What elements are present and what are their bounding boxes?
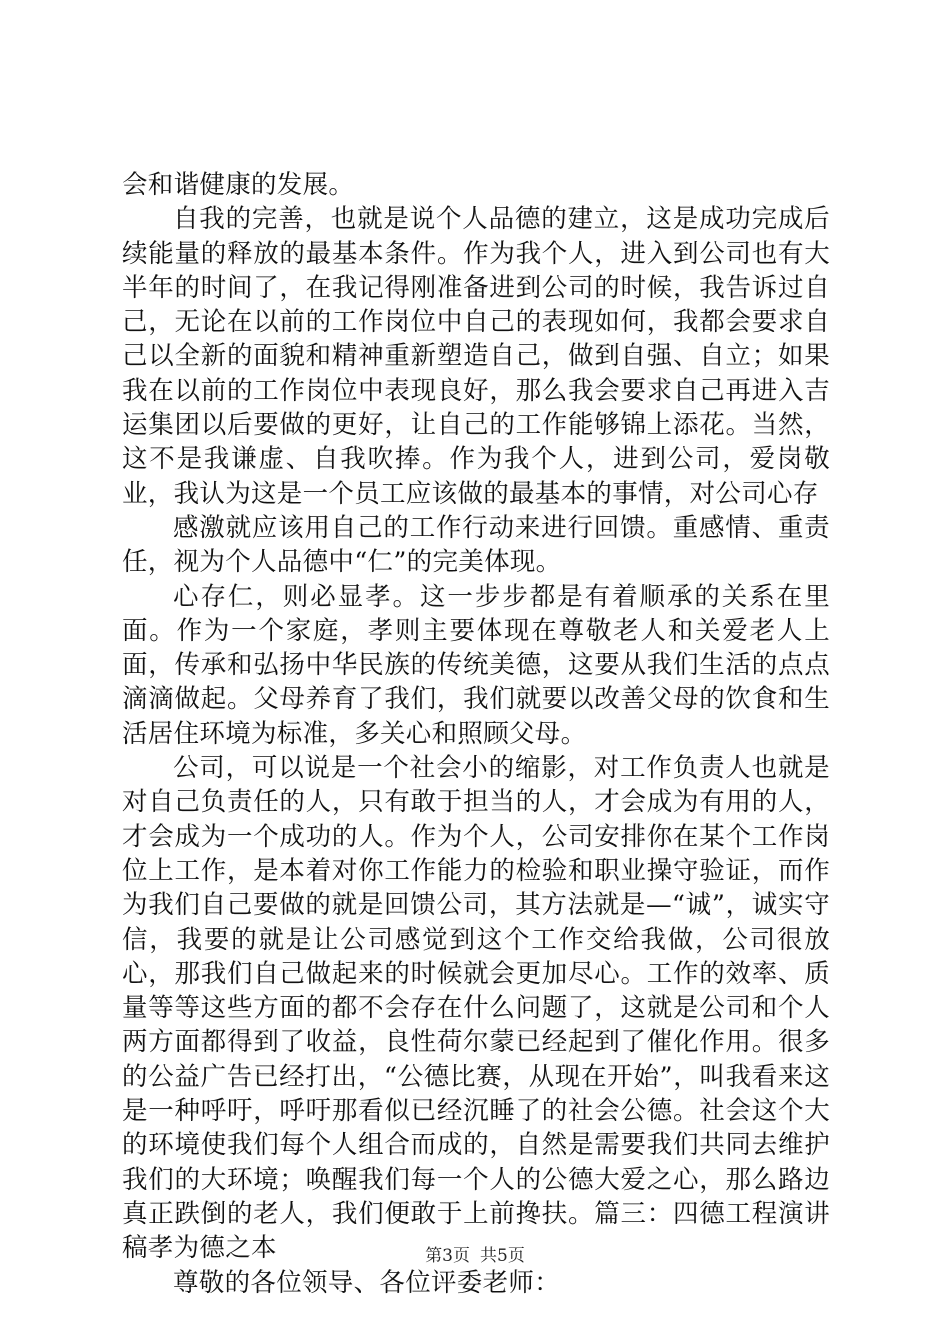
paragraph: 感激就应该用自己的工作行动来进行回馈。重感情、重责任，视为个人品德中“仁”的完美体现。 bbox=[122, 512, 830, 578]
page-footer bbox=[0, 1241, 950, 1266]
page-number: 第3页 bbox=[425, 1246, 470, 1266]
paragraph: 自我的完善，也就是说个人品德的建立，这是成功完成后续能量的释放的最基本条件。作为我个人，进入到公司也有大半年的时间了，在我记得刚准备进到公司的时候，我告诉过自己，无论在以前的工作岗位中自己的表现如何，我都会要求自己以全新的面貌和精神重新塑造自己，做到自强、自立；如果我在以前的工作岗位中表现良好，那么我会要求自己再进入吉运集团以后要做的更好，让自己的工作能够锦上添花。当然，这不是我谦虚、自我吹捧。作为我个人，进到公司，爱岗敬业，我认为这是一个员工应该做的最基本的事情，对公司心存 bbox=[122, 204, 830, 509]
paragraph: 心存仁，则必显孝。这一步步都是有着顺承的关系在里面。作为一个家庭，孝则主要体现在尊敬老人和关爱老人上面，传承和弘扬中华民族的传统美德，这要从我们生活的点点滴滴做起。父母养育了我们，我们就要以改善父母的饮食和生活居住环境为标准，多关心和照顾父母。 bbox=[122, 581, 830, 749]
page-total: 共5页 bbox=[480, 1246, 525, 1266]
paragraph: 尊敬的各位领导、各位评委老师： bbox=[173, 1267, 561, 1298]
paragraph: 会和谐健康的发展。 bbox=[122, 170, 355, 200]
document-body bbox=[122, 168, 830, 1300]
paragraph: 公司，可以说是一个社会小的缩影，对工作负责人也就是对自己负责任的人，只有敢于担当的人，才会成为有用的人，才会成为一个成功的人。作为个人，公司安排你在某个工作岗位上工作，是本着对你工作能力的检验和职业操守验证，而作为我们自己要做的就是回馈公司，其方法就是—“诚”，诚实守信，我要的就是让公司感觉到这个工作交给我做，公司很放心，那我们自己做起来的时候就会更加尽心。工作的效率、质量等等这些方面的都不会存在什么问题了，这就是公司和个人两方面都得到了收益，良性荷尔蒙已经起到了催化作用。很多的公益广告已经打出，“公德比赛，从现在开始”，叫我看来这是一种呼吁，呼吁那看似已经沉睡了的社会公德。社会这个大的环境使我们每个人组合而成的，自然是需要我们共同去维护我们的大环境；唤醒我们每一个人的公德大爱之心，那么路边真正跌倒的老人，我们便敢于上前搀扶。篇三：四德工程演讲稿孝为德之本 bbox=[122, 753, 830, 1264]
